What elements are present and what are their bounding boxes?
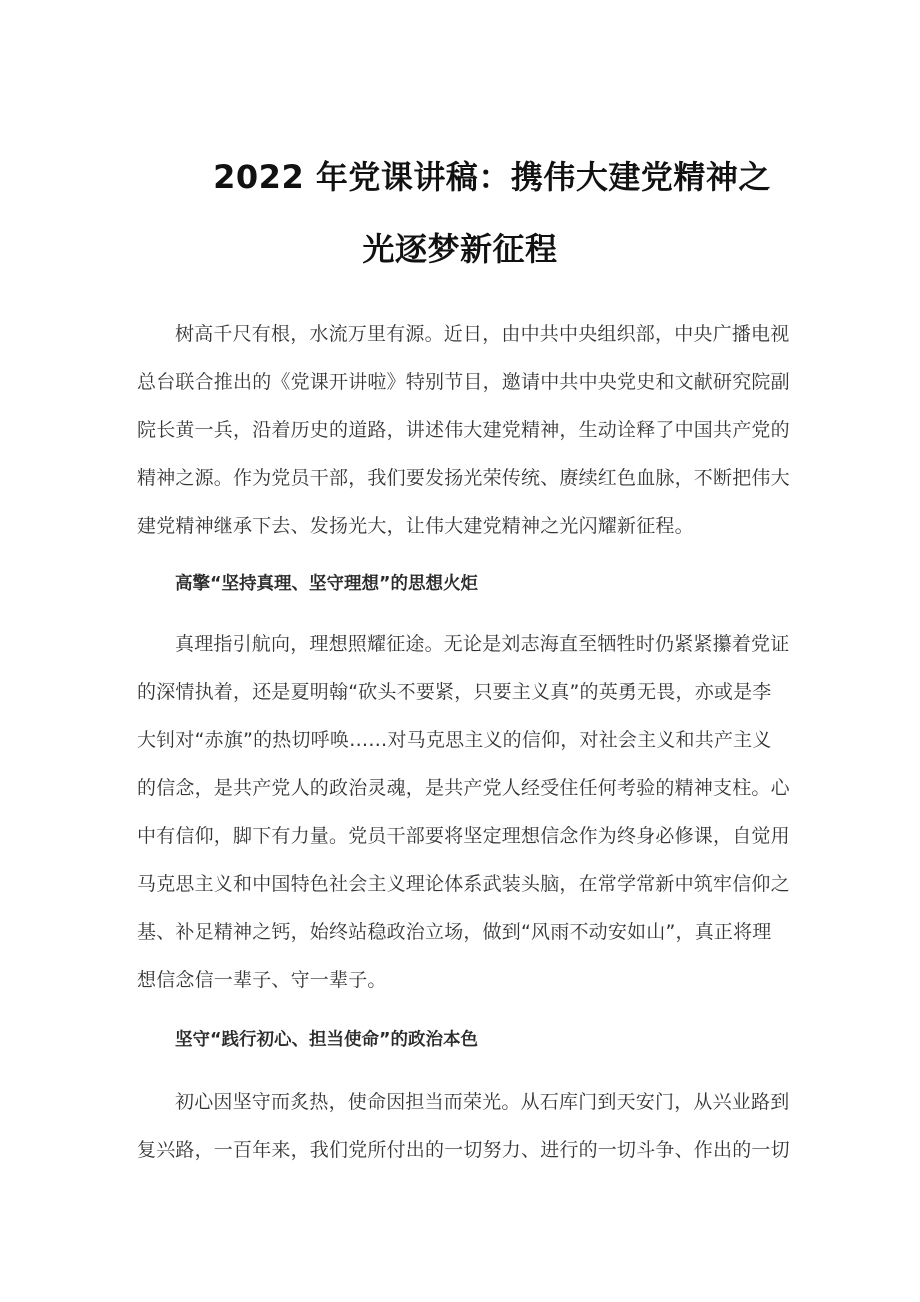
paragraph-2-line-7: 基、补足精神之钙，始终站稳政治立场，做到“风雨不动安如山”，真正将理 — [137, 921, 772, 943]
paragraph-2-line-4: 的信念，是共产党人的政治灵魂，是共产党人经受住任何考验的精神支柱。心 — [137, 777, 790, 799]
paragraph-1-line-3: 院长黄一兵，沿着历史的道路，讲述伟大建党精神，生动诠释了中国共产党的 — [137, 419, 790, 441]
document-title-line-2: 光逐梦新征程 — [362, 230, 558, 268]
paragraph-1-line-5: 建党精神继承下去、发扬光大，让伟大建党精神之光闪耀新征程。 — [137, 515, 694, 537]
paragraph-1-line-2: 总台联合推出的《党课开讲啦》特别节目，邀请中共中央党史和文献研究院副 — [137, 371, 790, 393]
paragraph-1-line-4: 精神之源。作为党员干部，我们要发扬光荣传统、赓续红色血脉，不断把伟大 — [137, 467, 790, 489]
paragraph-2-line-2: 的深情执着，还是夏明翰“砍头不要紧，只要主义真”的英勇无畏，亦或是李 — [137, 681, 772, 703]
paragraph-1-line-1: 树高千尺有根，水流万里有源。近日，由中共中央组织部，中央广播电视 — [175, 323, 790, 345]
paragraph-3-line-1: 初心因坚守而炙热，使命因担当而荣光。从石库门到天安门，从兴业路到 — [175, 1091, 790, 1113]
paragraph-2-line-6: 马克思主义和中国特色社会主义理论体系武装头脑，在常学常新中筑牢信仰之 — [137, 873, 790, 895]
paragraph-3-line-2: 复兴路，一百年来，我们党所付出的一切努力、进行的一切斗争、作出的一切 — [137, 1139, 790, 1161]
section-heading-1: 高擎“坚持真理、坚守理想”的思想火炬 — [175, 574, 479, 594]
paragraph-2-line-1: 真理指引航向，理想照耀征途。无论是刘志海直至牺牲时仍紧紧攥着党证 — [175, 633, 790, 655]
paragraph-2-line-5: 中有信仰，脚下有力量。党员干部要将坚定理想信念作为终身必修课，自觉用 — [137, 825, 790, 847]
section-heading-2: 坚守“践行初心、担当使命”的政治本色 — [175, 1030, 479, 1050]
document-title-line-1: 2022 年党课讲稿：携伟大建党精神之 — [213, 158, 771, 196]
paragraph-2-line-8: 想信念信一辈子、守一辈子。 — [137, 969, 387, 991]
paragraph-2-line-3: 大钊对“赤旗”的热切呼唤……对马克思主义的信仰，对社会主义和共产主义 — [137, 729, 772, 751]
